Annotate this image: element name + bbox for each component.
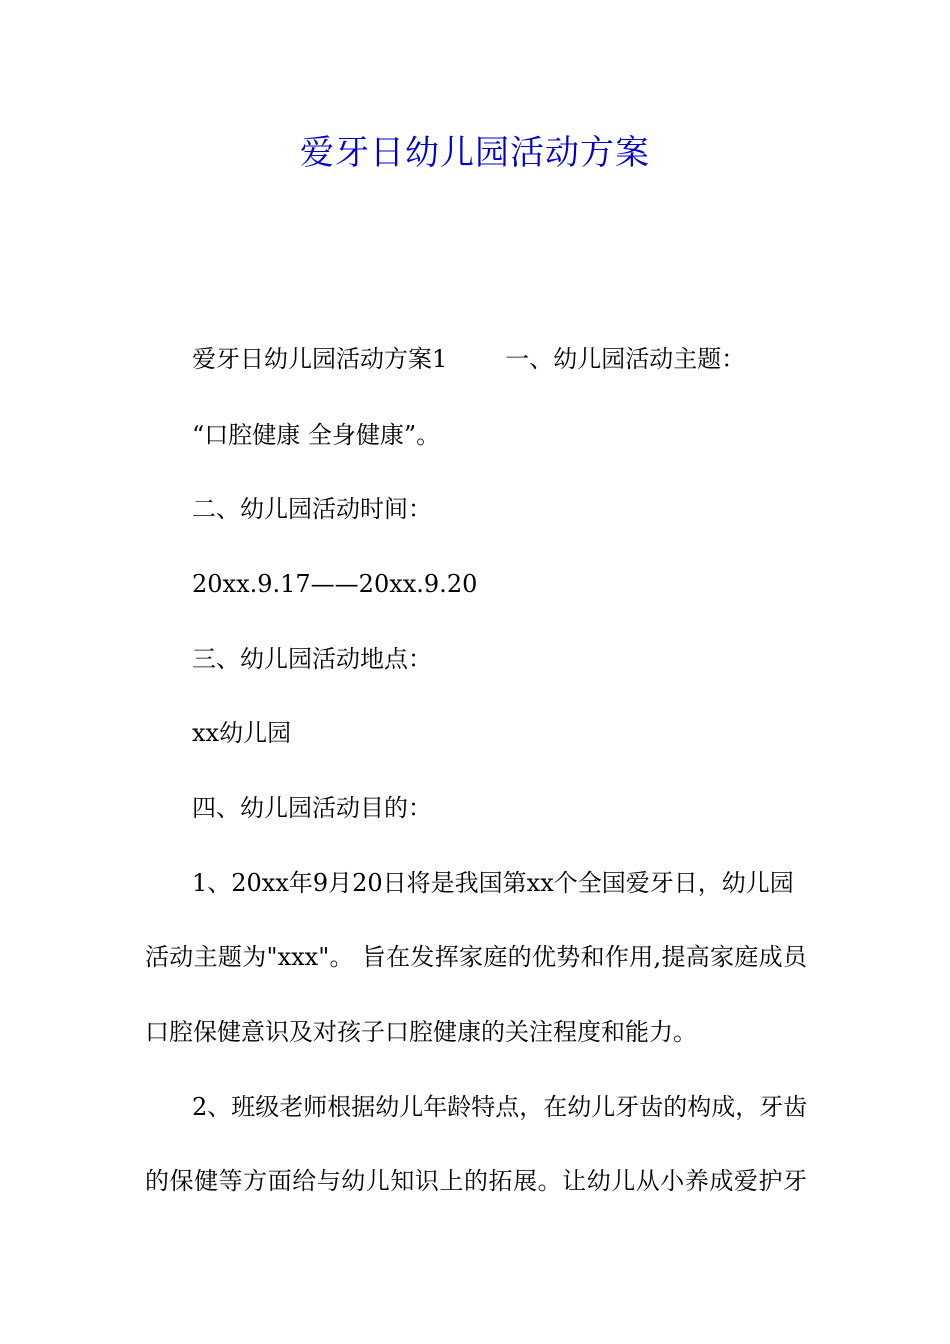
document-title: 爱牙日幼儿园活动方案 [300,133,650,173]
purpose-item-1-line-3: 口腔保健意识及对孩子口腔健康的关注程度和能力。 [145,1018,697,1046]
section-theme-heading: 一、幼儿园活动主题： [505,345,746,373]
purpose-item-2-line-1: 2、班级老师根据幼儿年龄特点，在幼儿牙齿的构成，牙齿 [192,1093,808,1121]
date-range-text: 20xx.9.17——20xx.9.20 [192,570,478,598]
purpose-item-1-line-1: 1、20xx年9月20日将是我国第xx个全国爱牙日，幼儿园 [192,869,794,897]
intro-line [192,342,745,376]
theme-text: “口腔健康 全身健康”。 [192,421,441,449]
plan-heading: 爱牙日幼儿园活动方案1 [192,345,448,373]
location-text: xx幼儿园 [192,719,292,747]
section-time-heading: 二、幼儿园活动时间： [192,495,432,523]
section-location-heading: 三、幼儿园活动地点： [192,645,432,673]
purpose-item-1-line-2: 活动主题为"xxx"。 旨在发挥家庭的优势和作用,提高家庭成员 [145,943,807,971]
purpose-item-2-line-2: 的保健等方面给与幼儿知识上的拓展。让幼儿从小养成爱护牙 [145,1167,807,1195]
section-purpose-heading: 四、幼儿园活动目的： [192,794,432,822]
